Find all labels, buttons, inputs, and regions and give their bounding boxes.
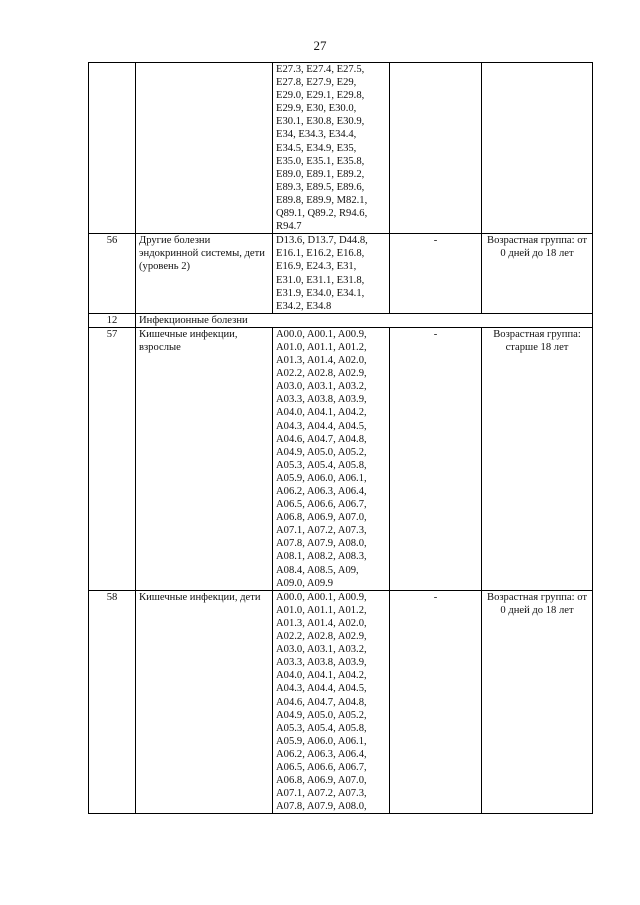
table-row — [89, 590, 593, 814]
code-line: A01.0, A01.1, A01.2, — [276, 604, 367, 616]
code-line: A04.6, A04.7, A04.8, — [276, 696, 367, 708]
code-line: E30.1, E30.8, E30.9, — [276, 116, 365, 128]
code-line: A05.9, A06.0, A06.1, — [276, 472, 367, 484]
row-extra: - — [390, 234, 482, 314]
code-line: R94.7 — [276, 221, 302, 233]
code-line: E27.3, E27.4, E27.5, — [276, 64, 365, 75]
section-number: 12 — [89, 313, 136, 327]
code-line: A06.5, A06.6, A06.7, — [276, 761, 367, 773]
code-line: D13.6, D13.7, D44.8, — [276, 235, 368, 247]
code-line: A06.8, A06.9, A07.0, — [276, 512, 367, 524]
row-codes — [273, 63, 390, 234]
table-row — [89, 63, 593, 234]
code-line: A07.1, A07.2, A07.3, — [276, 525, 367, 537]
code-line: A04.9, A05.0, A05.2, — [276, 446, 367, 458]
row-extra — [390, 63, 482, 234]
code-line: A06.2, A06.3, A06.4, — [276, 486, 367, 497]
code-line: A06.8, A06.9, A07.0, — [276, 775, 367, 787]
code-line: E89.0, E89.1, E89.2, — [276, 168, 365, 180]
code-line: A06.2, A06.3, A06.4, — [276, 748, 367, 760]
page-number: 27 — [313, 38, 327, 53]
code-line: E27.8, E27.9, E29, — [276, 77, 357, 89]
code-line: A06.5, A06.6, A06.7, — [276, 499, 367, 511]
code-line: A04.0, A04.1, A04.2, — [276, 670, 367, 682]
row-name: Кишечные инфекции, взрослые — [136, 327, 273, 590]
table-row — [89, 234, 593, 314]
row-condition: Возрастная группа: старше 18 лет — [482, 327, 593, 590]
code-line: A04.9, A05.0, A05.2, — [276, 709, 367, 721]
code-line: E31.0, E31.1, E31.8, — [276, 274, 365, 286]
code-line: A01.3, A01.4, A02.0, — [276, 617, 367, 629]
code-line: A04.6, A04.7, A04.8, — [276, 433, 367, 445]
code-line: A00.0, A00.1, A00.9, — [276, 328, 367, 340]
code-line: A03.3, A03.8, A03.9, — [276, 657, 367, 669]
row-number: 56 — [89, 234, 136, 314]
row-codes — [273, 327, 390, 590]
code-line: Q89.1, Q89.2, R94.6, — [276, 208, 368, 220]
row-name — [136, 63, 273, 234]
code-line: A00.0, A00.1, A00.9, — [276, 591, 367, 603]
code-line: A03.0, A03.1, A03.2, — [276, 644, 367, 656]
code-line: E34.5, E34.9, E35, — [276, 142, 357, 154]
row-codes — [273, 234, 390, 314]
code-line: A07.1, A07.2, A07.3, — [276, 788, 367, 800]
code-line: A04.3, A04.4, A04.5, — [276, 420, 367, 432]
code-line: A03.0, A03.1, A03.2, — [276, 381, 367, 393]
table-row — [89, 327, 593, 590]
code-line: A07.8, A07.9, A08.0, — [276, 801, 367, 813]
row-name: Кишечные инфекции, дети — [136, 590, 273, 814]
row-condition — [482, 63, 593, 234]
code-line: E34.2, E34.8 — [276, 300, 332, 312]
code-line: E89.3, E89.5, E89.6, — [276, 181, 365, 193]
code-line: A09.0, A09.9 — [276, 577, 334, 589]
row-number: 57 — [89, 327, 136, 590]
code-line: E16.9, E24.3, E31, — [276, 261, 357, 273]
code-line: E29.0, E29.1, E29.8, — [276, 90, 365, 102]
code-line: A02.2, A02.8, A02.9, — [276, 368, 367, 380]
row-extra: - — [390, 590, 482, 814]
code-line: E35.0, E35.1, E35.8, — [276, 155, 365, 167]
code-line: A07.8, A07.9, A08.0, — [276, 538, 367, 550]
section-title: Инфекционные болезни — [136, 313, 593, 327]
code-line: A04.3, A04.4, A04.5, — [276, 683, 367, 695]
row-number: 58 — [89, 590, 136, 814]
row-name: Другие болезни эндокринной системы, дети (уровень 2) — [136, 234, 273, 314]
section-row — [89, 313, 593, 327]
code-line: A02.2, A02.8, A02.9, — [276, 631, 367, 643]
row-extra: - — [390, 327, 482, 590]
code-line: A03.3, A03.8, A03.9, — [276, 394, 367, 406]
row-number — [89, 63, 136, 234]
code-line: E31.9, E34.0, E34.1, — [276, 287, 365, 299]
codes-table — [88, 62, 593, 814]
code-line: A05.9, A06.0, A06.1, — [276, 735, 367, 747]
row-condition: Возрастная группа: от 0 дней до 18 лет — [482, 590, 593, 814]
code-line: A05.3, A05.4, A05.8, — [276, 459, 367, 471]
code-line: A05.3, A05.4, A05.8, — [276, 722, 367, 734]
code-line: A01.3, A01.4, A02.0, — [276, 355, 367, 367]
code-line: E89.8, E89.9, M82.1, — [276, 194, 368, 206]
code-line: A01.0, A01.1, A01.2, — [276, 341, 367, 353]
code-line: E34, E34.3, E34.4, — [276, 129, 357, 141]
code-line: A08.1, A08.2, A08.3, — [276, 551, 367, 563]
code-line: A08.4, A08.5, A09, — [276, 564, 359, 576]
row-codes — [273, 590, 390, 814]
code-line: E16.1, E16.2, E16.8, — [276, 248, 365, 260]
code-line: E29.9, E30, E30.0, — [276, 103, 357, 115]
code-line: A04.0, A04.1, A04.2, — [276, 407, 367, 419]
row-condition: Возрастная группа: от 0 дней до 18 лет — [482, 234, 593, 314]
